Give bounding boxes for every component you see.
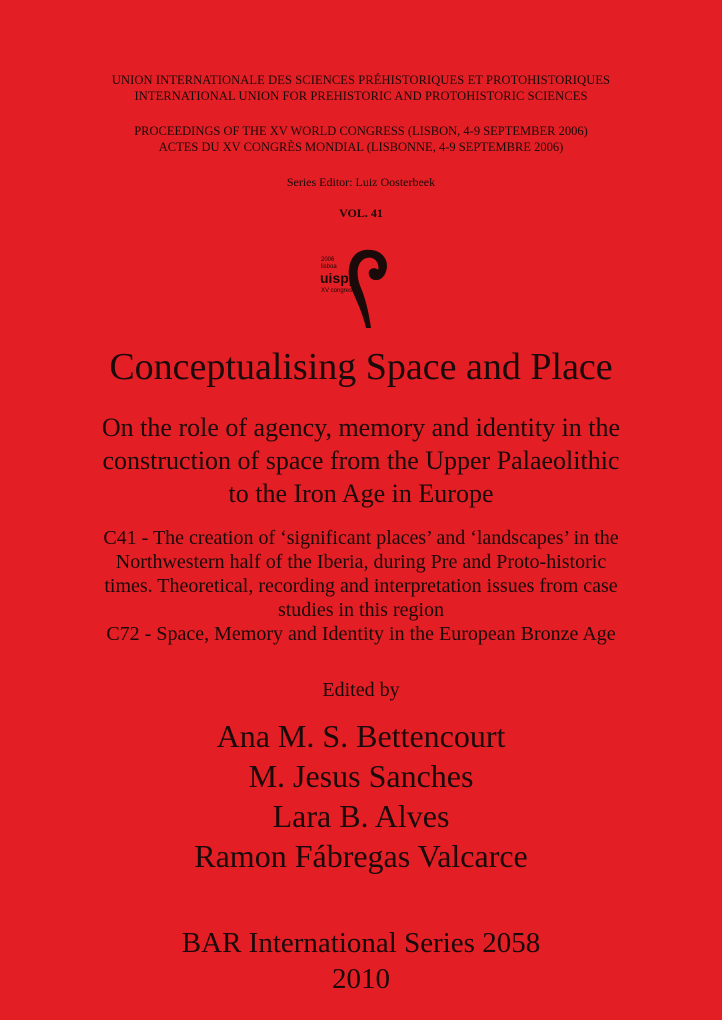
proceedings-line-french: ACTES DU XV CONGRÈS MONDIAL (LISBONNE, 4-9 SEPTEMBRE 2006) (158, 140, 564, 154)
uispp-logo (305, 240, 395, 330)
session-line: studies in this region (277, 599, 445, 621)
logo-year: 2006 (321, 257, 335, 263)
edited-by-label: Edited by (322, 679, 400, 701)
organization-line-english: INTERNATIONAL UNION FOR PREHISTORIC AND PROTOHISTORIC SCIENCES (134, 89, 588, 103)
session-descriptions (50, 526, 672, 646)
editor-name: Ramon Fábregas Valcarce (194, 838, 528, 874)
organization-heading (0, 72, 722, 104)
organization-line-french: UNION INTERNATIONALE DES SCIENCES PRÉHISTORIQUES ET PROTOHISTORIQUES (111, 73, 611, 87)
logo-city: lisboa (321, 264, 337, 270)
series-editor: Series Editor: Luiz Oosterbeek (286, 175, 436, 189)
editors-list (0, 716, 722, 876)
session-line: C72 - Space, Memory and Identity in the European Bronze Age (106, 623, 616, 645)
subtitle-line: construction of space from the Upper Palaeolithic (102, 446, 620, 475)
logo-congress: XV congresso (321, 288, 359, 294)
book-title: Conceptualising Space and Place (109, 346, 613, 388)
subtitle-line: On the role of agency, memory and identity in the (101, 413, 621, 442)
proceedings-heading (0, 123, 722, 155)
proceedings-line-english: PROCEEDINGS OF THE XV WORLD CONGRESS (LISBON, 4-9 SEPTEMBER 2006) (134, 124, 588, 138)
series-number: BAR International Series 2058 (181, 927, 541, 959)
publication-year: 2010 (332, 963, 390, 995)
book-subtitle (40, 411, 682, 510)
editor-name: Lara B. Alves (272, 798, 450, 834)
subtitle-line: to the Iron Age in Europe (228, 479, 494, 508)
logo-name: uispp (320, 270, 358, 286)
uispp-logo-icon (305, 240, 395, 330)
editor-name: M. Jesus Sanches (248, 758, 474, 794)
session-line: times. Theoretical, recording and interpretation issues from case (104, 575, 618, 597)
editor-name: Ana M. S. Bettencourt (216, 718, 506, 754)
volume-number: VOL. 41 (339, 206, 383, 220)
session-line: Northwestern half of the Iberia, during Pre and Proto-historic (115, 551, 607, 573)
session-line: C41 - The creation of ‘significant places’ and ‘landscapes’ in the (103, 527, 619, 549)
